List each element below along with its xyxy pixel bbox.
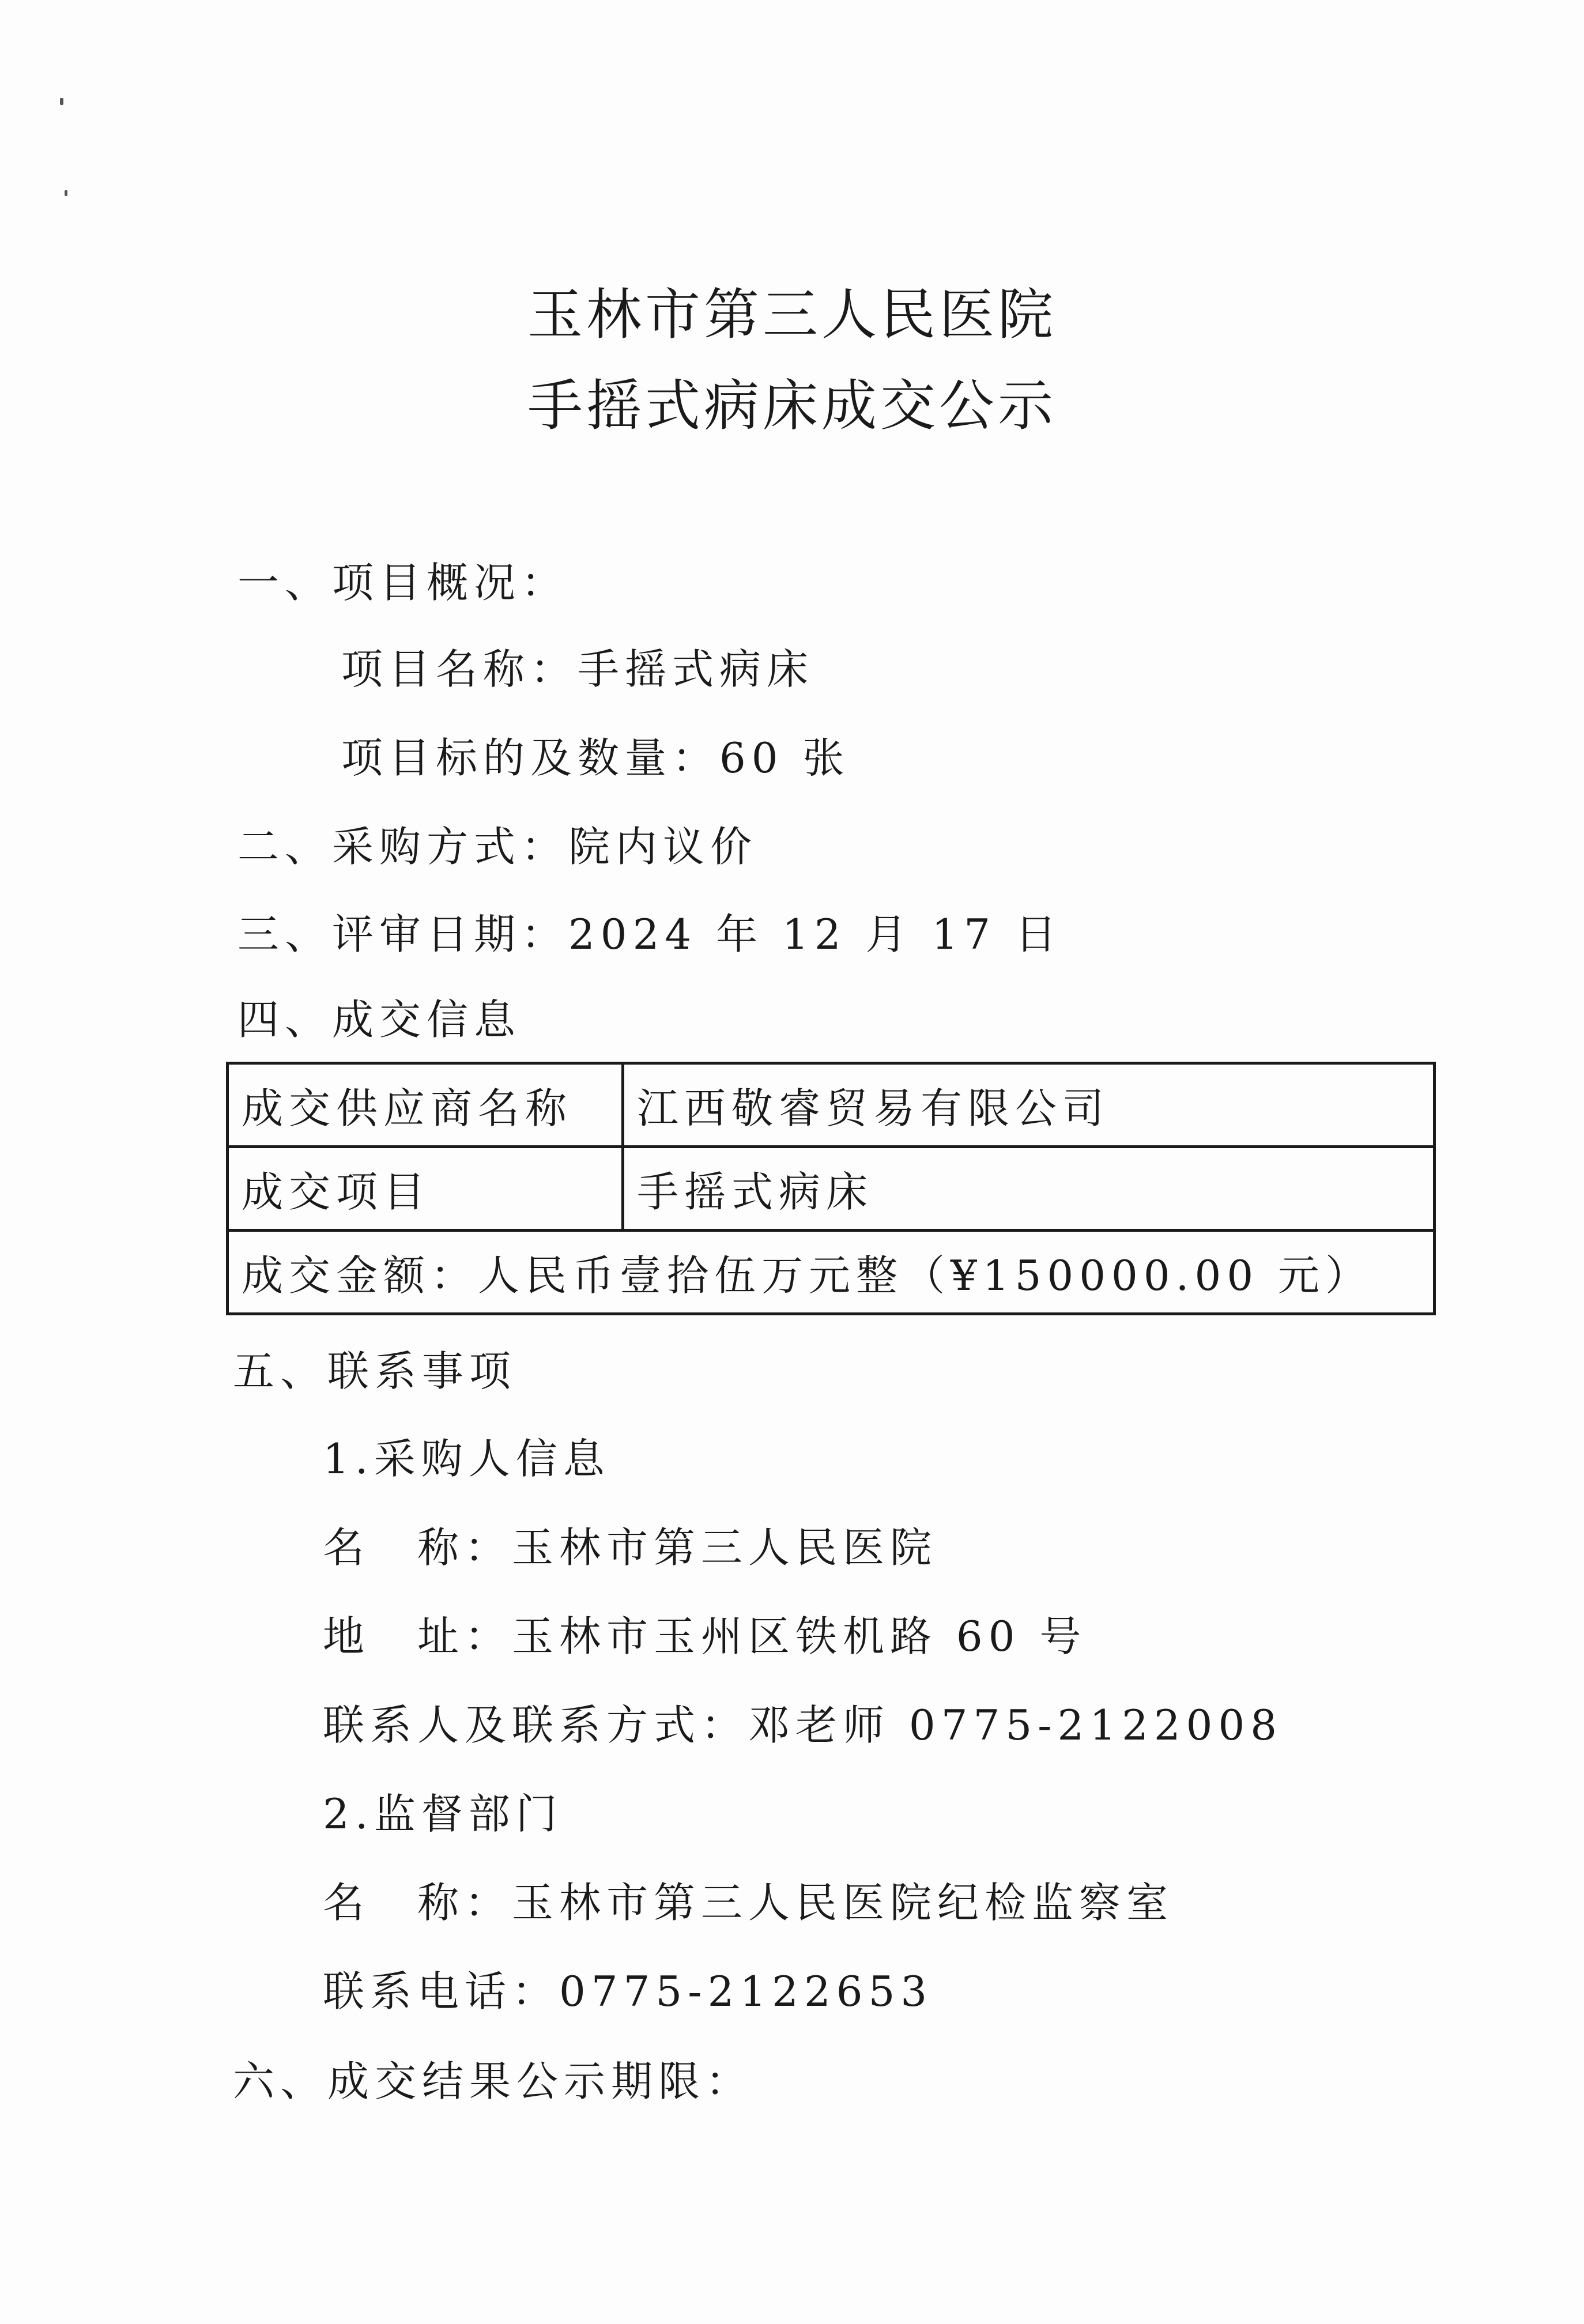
supplier-label: 成交供应商名称 — [228, 1063, 623, 1147]
document-title-line-2: 手摇式病床成交公示 — [527, 373, 1057, 438]
supervisor-phone: 联系电话：0775-2122653 — [323, 1967, 933, 2016]
scan-speck — [65, 190, 67, 196]
buyer-contact: 联系人及联系方式：邓老师 0775-2122008 — [323, 1701, 1283, 1749]
section-6-heading: 六、成交结果公示期限： — [233, 2057, 753, 2106]
buyer-info-heading: 1.采购人信息 — [323, 1435, 610, 1483]
section-1-heading: 一、项目概况： — [237, 559, 569, 607]
section-5-heading: 五、联系事项 — [233, 1347, 517, 1395]
table-row — [228, 1147, 1435, 1231]
project-quantity: 项目标的及数量：60 张 — [341, 734, 850, 782]
table-row — [228, 1231, 1435, 1314]
section-4-heading: 四、成交信息 — [237, 995, 522, 1044]
review-date: 三、评审日期：2024 年 12 月 17 日 — [237, 910, 1062, 959]
supplier-value: 江西敬睿贸易有限公司 — [623, 1063, 1435, 1147]
supervisor-heading: 2.监督部门 — [323, 1790, 563, 1838]
scan-speck — [60, 98, 63, 105]
buyer-name: 名 称：玉林市第三人民医院 — [323, 1523, 938, 1572]
deal-info-table — [226, 1062, 1436, 1315]
buyer-address: 地 址：玉林市玉州区铁机路 60 号 — [323, 1612, 1087, 1661]
item-value: 手摇式病床 — [623, 1147, 1435, 1231]
supervisor-name: 名 称：玉林市第三人民医院纪检监察室 — [323, 1878, 1174, 1927]
deal-amount: 成交金额：人民币壹拾伍万元整（¥150000.00 元） — [228, 1231, 1435, 1314]
procurement-method: 二、采购方式：院内议价 — [237, 823, 758, 871]
document-title-line-1: 玉林市第三人民医院 — [527, 282, 1057, 347]
table-row — [228, 1063, 1435, 1147]
item-label: 成交项目 — [228, 1147, 623, 1231]
project-name: 项目名称：手摇式病床 — [341, 645, 814, 693]
